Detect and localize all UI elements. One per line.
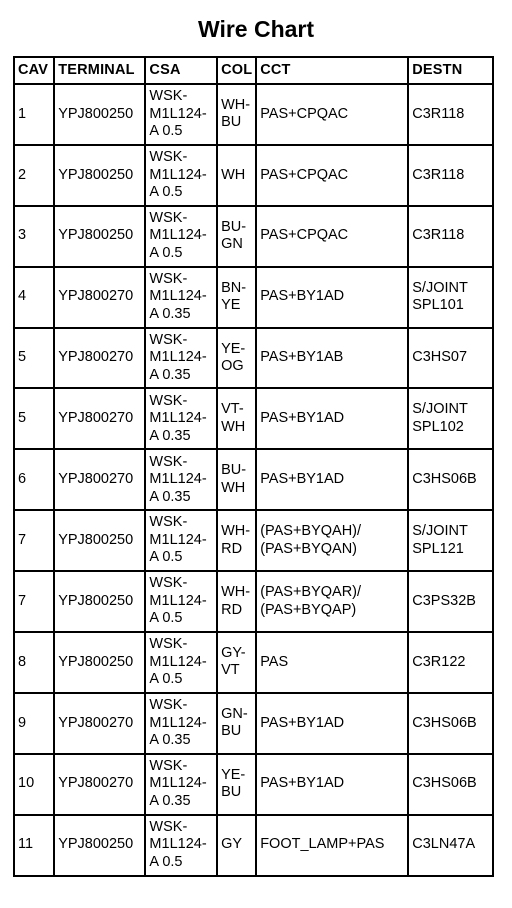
table-row (14, 571, 493, 632)
cell-csa: WSK- M1L124- A 0.5 (145, 571, 217, 632)
table-body (14, 84, 493, 876)
cell-cct: PAS+BY1AD (256, 388, 408, 449)
table-row (14, 206, 493, 267)
cell-cav: 5 (14, 388, 54, 449)
cell-csa: WSK- M1L124- A 0.35 (145, 693, 217, 754)
cell-cct: FOOT_LAMP+PAS (256, 815, 408, 876)
cell-cct: PAS+CPQAC (256, 206, 408, 267)
cell-terminal: YPJ800270 (54, 267, 145, 328)
table-row (14, 754, 493, 815)
cell-cav: 10 (14, 754, 54, 815)
cell-destn: S/JOINT SPL121 (408, 510, 493, 571)
cell-destn: C3LN47A (408, 815, 493, 876)
cell-destn: C3HS06B (408, 449, 493, 510)
cell-cav: 5 (14, 328, 54, 389)
cell-terminal: YPJ800270 (54, 693, 145, 754)
chart-title: Wire Chart (197, 16, 315, 42)
table-row (14, 693, 493, 754)
table-row (14, 510, 493, 571)
cell-col: GY- VT (217, 632, 256, 693)
cell-destn: C3R118 (408, 145, 493, 206)
table-row (14, 449, 493, 510)
header-csa: CSA (145, 57, 217, 84)
cell-terminal: YPJ800250 (54, 815, 145, 876)
cell-cct: PAS+CPQAC (256, 84, 408, 145)
table-header (14, 57, 493, 84)
table-row (14, 815, 493, 876)
cell-destn: C3HS06B (408, 754, 493, 815)
cell-destn: S/JOINT SPL101 (408, 267, 493, 328)
cell-terminal: YPJ800250 (54, 206, 145, 267)
cell-destn: C3HS06B (408, 693, 493, 754)
cell-terminal: YPJ800250 (54, 571, 145, 632)
table-row (14, 388, 493, 449)
cell-csa: WSK- M1L124- A 0.5 (145, 206, 217, 267)
header-destn: DESTN (408, 57, 493, 84)
cell-col: WH- BU (217, 84, 256, 145)
cell-cav: 7 (14, 510, 54, 571)
cell-terminal: YPJ800250 (54, 510, 145, 571)
cell-col: WH (217, 145, 256, 206)
table-row (14, 267, 493, 328)
cell-csa: WSK- M1L124- A 0.35 (145, 449, 217, 510)
cell-terminal: YPJ800270 (54, 328, 145, 389)
cell-cav: 3 (14, 206, 54, 267)
cell-col: WH- RD (217, 510, 256, 571)
cell-csa: WSK- M1L124- A 0.5 (145, 632, 217, 693)
cell-cct: (PAS+BYQAH)/ (PAS+BYQAN) (256, 510, 408, 571)
cell-cct: PAS+BY1AD (256, 267, 408, 328)
cell-csa: WSK- M1L124- A 0.35 (145, 388, 217, 449)
cell-destn: C3R122 (408, 632, 493, 693)
cell-cav: 8 (14, 632, 54, 693)
cell-destn: S/JOINT SPL102 (408, 388, 493, 449)
table-row (14, 328, 493, 389)
cell-col: GY (217, 815, 256, 876)
cell-col: YE- OG (217, 328, 256, 389)
cell-terminal: YPJ800250 (54, 145, 145, 206)
cell-col: VT- WH (217, 388, 256, 449)
cell-cct: (PAS+BYQAR)/ (PAS+BYQAP) (256, 571, 408, 632)
cell-cct: PAS+CPQAC (256, 145, 408, 206)
cell-terminal: YPJ800270 (54, 388, 145, 449)
cell-cct: PAS+BY1AB (256, 328, 408, 389)
cell-cav: 2 (14, 145, 54, 206)
cell-csa: WSK- M1L124- A 0.5 (145, 815, 217, 876)
header-col: COL (217, 57, 256, 84)
cell-cav: 6 (14, 449, 54, 510)
cell-terminal: YPJ800270 (54, 449, 145, 510)
cell-terminal: YPJ800250 (54, 84, 145, 145)
cell-csa: WSK- M1L124- A 0.5 (145, 145, 217, 206)
cell-destn: C3R118 (408, 84, 493, 145)
header-cav: CAV (14, 57, 54, 84)
cell-csa: WSK- M1L124- A 0.5 (145, 510, 217, 571)
cell-terminal: YPJ800270 (54, 754, 145, 815)
cell-cav: 1 (14, 84, 54, 145)
cell-destn: C3PS32B (408, 571, 493, 632)
table-row (14, 145, 493, 206)
cell-cct: PAS+BY1AD (256, 754, 408, 815)
cell-terminal: YPJ800250 (54, 632, 145, 693)
table-row (14, 632, 493, 693)
table-row (14, 84, 493, 145)
header-row (14, 57, 493, 84)
cell-csa: WSK- M1L124- A 0.35 (145, 267, 217, 328)
header-terminal: TERMINAL (54, 57, 145, 84)
cell-col: YE- BU (217, 754, 256, 815)
cell-cav: 11 (14, 815, 54, 876)
cell-col: BN- YE (217, 267, 256, 328)
cell-col: BU- GN (217, 206, 256, 267)
cell-col: WH- RD (217, 571, 256, 632)
cell-cav: 4 (14, 267, 54, 328)
cell-cav: 9 (14, 693, 54, 754)
header-cct: CCT (256, 57, 408, 84)
cell-cct: PAS+BY1AD (256, 693, 408, 754)
cell-cct: PAS+BY1AD (256, 449, 408, 510)
cell-col: GN- BU (217, 693, 256, 754)
cell-col: BU- WH (217, 449, 256, 510)
cell-csa: WSK- M1L124- A 0.35 (145, 754, 217, 815)
cell-cav: 7 (14, 571, 54, 632)
cell-csa: WSK- M1L124- A 0.5 (145, 84, 217, 145)
wire-table (13, 56, 494, 877)
cell-destn: C3HS07 (408, 328, 493, 389)
cell-destn: C3R118 (408, 206, 493, 267)
cell-cct: PAS (256, 632, 408, 693)
cell-csa: WSK- M1L124- A 0.35 (145, 328, 217, 389)
